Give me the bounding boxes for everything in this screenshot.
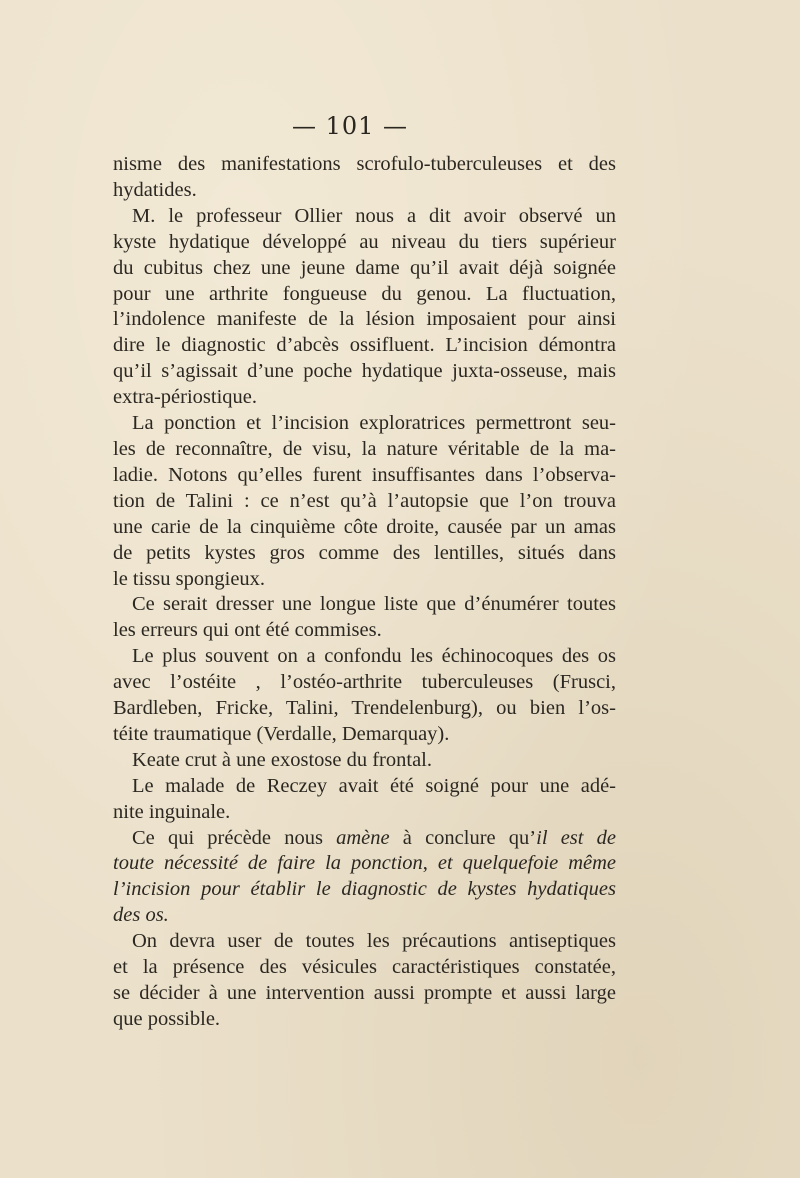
text-line	[113, 204, 616, 230]
text-line	[113, 437, 616, 463]
text-segment: On devra user de toutes les précautions antiseptiques	[132, 930, 616, 953]
text-segment: nisme des manifestations scrofulo-tuberculeuses et des	[113, 153, 616, 175]
text-line	[113, 592, 616, 618]
text-line	[113, 748, 616, 774]
italic-text-segment: il est de	[536, 826, 616, 849]
text-segment: tion de Talini : ce n’est qu’à l’autopsie que l’on trouva	[113, 489, 616, 512]
text-line	[113, 696, 616, 722]
italic-text-segment: toute nécessité de faire la ponction	[113, 852, 423, 875]
text-line	[113, 929, 616, 955]
text-segment: M. le professeur Ollier nous a dit avoir observé un	[132, 204, 616, 227]
text-line	[113, 981, 616, 1007]
text-line	[113, 826, 616, 852]
text-line	[113, 618, 616, 644]
text-line	[113, 333, 616, 359]
text-line	[113, 644, 616, 670]
text-segment: pour une arthrite fongueuse du genou. La fluctuation,	[113, 282, 616, 305]
text-segment: La ponction et l’incision exploratrices permettront seu-	[132, 412, 616, 435]
text-segment: Bardleben, Fricke, Talini, Trendelenburg), ou bien l’os-	[113, 697, 616, 720]
text-segment: les de reconnaître, de visu, la nature véritable de la ma-	[113, 437, 616, 460]
text-segment: Ce qui précède nous	[132, 826, 337, 849]
text-segment: que possible.	[113, 1007, 221, 1030]
text-segment: de petits kystes gros comme des lentilles, situés dans	[113, 541, 616, 564]
text-segment: Le plus souvent on a confondu les échinocoques des os	[132, 645, 616, 668]
text-segment: hydatides.	[113, 178, 197, 201]
italic-text-segment: des os.	[113, 904, 169, 927]
text-line	[113, 1007, 616, 1033]
text-segment: nite inguinale.	[113, 800, 231, 823]
text-segment: téite traumatique (Verdalle, Demarquay).	[113, 722, 450, 745]
italic-text-segment: l’incision pour établir le diagnostic de kystes hydatiques	[113, 878, 616, 901]
text-line	[113, 230, 616, 256]
page-number: — 101 —	[291, 112, 409, 140]
text-segment: Keate crut à une exostose du frontal.	[132, 748, 432, 771]
text-segment: du cubitus chez une jeune dame qu’il avait déjà soignée	[113, 256, 616, 279]
text-line	[113, 541, 616, 567]
italic-text-segment: et quelquefoie même	[437, 852, 617, 875]
text-line	[113, 722, 616, 748]
text-line	[113, 463, 616, 489]
text-line	[113, 489, 616, 515]
body-text	[113, 152, 616, 1033]
text-segment: l’indolence manifeste de la lésion imposaient pour ainsi	[113, 308, 616, 331]
text-line	[113, 359, 616, 385]
italic-text-segment: amène	[336, 826, 390, 849]
text-segment: ladie. Notons qu’elles furent insuffisantes dans l’observa-	[113, 463, 616, 486]
text-line	[113, 903, 616, 929]
text-segment: et la présence des vésicules caractéristiques constatée,	[113, 956, 616, 979]
text-line	[113, 800, 616, 826]
text-line	[113, 411, 616, 437]
text-line	[113, 877, 616, 903]
text-segment: à conclure qu’	[389, 826, 537, 849]
text-line	[113, 955, 616, 981]
text-segment: une carie de la cinquième côte droite, causée par un amas	[113, 515, 616, 538]
text-segment: qu’il s’agissait d’une poche hydatique juxta-osseuse, mais	[113, 360, 616, 383]
text-segment: ,	[422, 852, 438, 875]
text-segment: les erreurs qui ont été commises.	[113, 619, 382, 642]
text-line	[113, 567, 616, 593]
text-line	[113, 178, 616, 204]
text-line	[113, 774, 616, 800]
text-line	[113, 851, 616, 877]
text-line	[113, 515, 616, 541]
text-segment: avec l’ostéite , l’ostéo-arthrite tuberculeuses (Frusci,	[113, 671, 616, 694]
text-line	[113, 307, 616, 333]
text-line	[113, 152, 616, 178]
text-segment: Le malade de Reczey avait été soigné pour une adé-	[132, 774, 616, 797]
text-segment: Ce serait dresser une longue liste que d’énumérer toutes	[132, 593, 616, 616]
text-segment: kyste hydatique développé au niveau du tiers supérieur	[113, 230, 616, 253]
text-line	[113, 256, 616, 282]
text-line	[113, 385, 616, 411]
text-line	[113, 282, 616, 308]
text-segment: se décider à une intervention aussi prompte et aussi large	[113, 982, 616, 1004]
text-segment: le tissu spongieux.	[113, 567, 266, 590]
text-segment: dire le diagnostic d’abcès ossifluent. L’incision démontra	[113, 334, 616, 357]
text-segment: extra-périostique.	[113, 386, 258, 409]
text-line	[113, 670, 616, 696]
